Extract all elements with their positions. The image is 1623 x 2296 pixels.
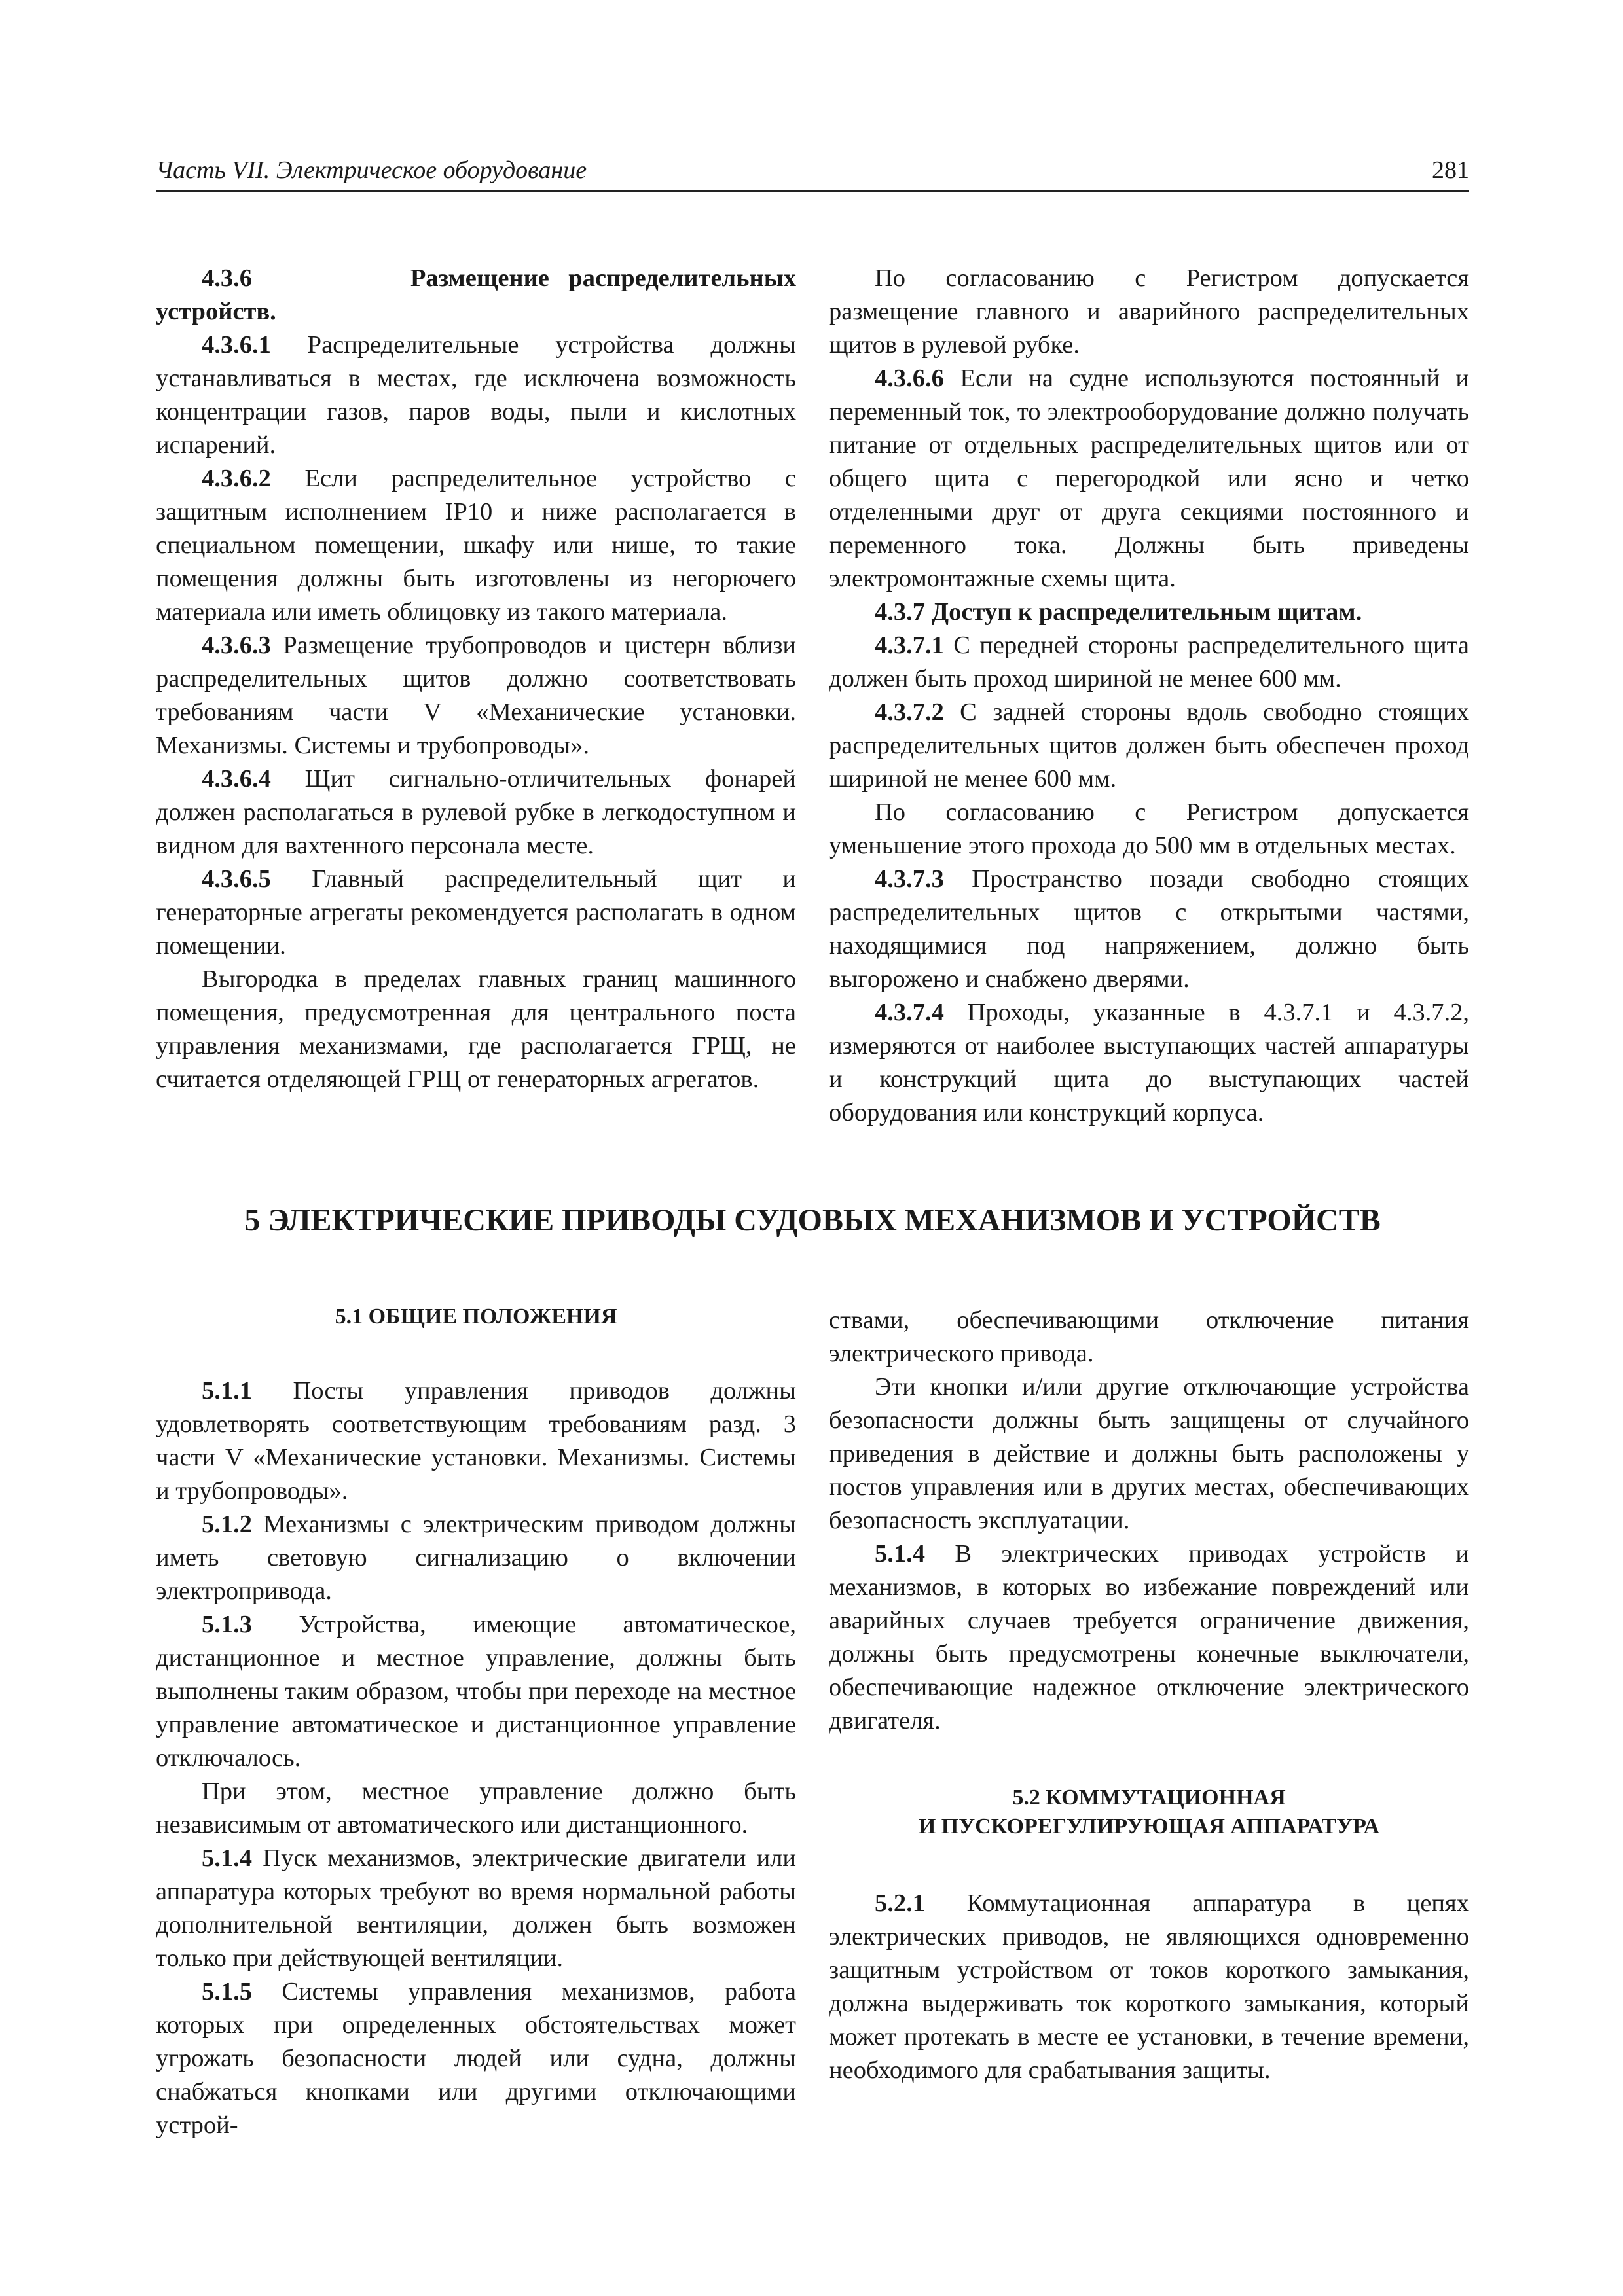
paragraph	[829, 996, 1469, 1130]
paragraph-number: 5.1.5	[202, 1978, 252, 2005]
paragraph-text: Проходы, указанные в 4.3.7.1 и 4.3.7.2, измеряются от наиболее выступающих частей аппаратуры и конструкций щита до выступающих частей оборудования или конструкций корпуса.	[829, 999, 1469, 1126]
paragraph-number: 4.3.7.4	[875, 999, 944, 1026]
paragraph-number: 4.3.6.4	[202, 765, 271, 793]
heading-number: 4.3.6	[202, 264, 252, 292]
section-heading-5-1: 5.1 ОБЩИЕ ПОЛОЖЕНИЯ	[335, 1304, 617, 1329]
paragraph-number: 4.3.6.6	[875, 365, 944, 392]
paragraph-number: 5.1.4	[202, 1844, 252, 1872]
section-heading-5-2	[829, 1784, 1469, 1841]
paragraph-text: Пуск механизмов, электрические двигатели или аппаратура которых требуют во время нормальной работы дополнительной вентиляции, должен быть возможен только при действующей вентиляции.	[156, 1844, 796, 1972]
paragraph-text: Размещение трубопроводов и цистерн вблизи распределительных щитов должно соответствовать требованиям части V «Механические установки. Механизмы. Системы и трубопроводы».	[156, 632, 796, 759]
page-number: 281	[1432, 156, 1469, 184]
paragraph-text: Щит сигнально-отличительных фонарей должен располагаться в рулевой рубке в легкодоступном и видном для вахтенного персонала месте.	[156, 765, 796, 859]
column-top-right	[829, 262, 1469, 1130]
paragraph	[156, 462, 796, 629]
page-header	[156, 152, 1469, 192]
paragraph	[156, 1508, 796, 1608]
paragraph: По согласованию с Регистром допускается уменьшение этого прохода до 500 мм в отдельных местах.	[829, 798, 1469, 859]
paragraph	[156, 329, 796, 462]
column-bottom-right	[829, 1304, 1469, 2087]
paragraph	[156, 762, 796, 863]
paragraph-text: Коммутационная аппаратура в цепях электрических приводов, не являющихся одновременно защитным устройством от токов короткого замыкания, должна выдерживать ток короткого замыкания, который может протекать в месте ее установки, в течение времени, необходимого для срабатывания защиты.	[829, 1890, 1469, 2084]
chapter-title: 5 ЭЛЕКТРИЧЕСКИЕ ПРИВОДЫ СУДОВЫХ МЕХАНИЗМОВ И УСТРОЙСТВ	[244, 1203, 1381, 1238]
section-heading-line: 5.2 КОММУТАЦИОННАЯ	[1012, 1785, 1286, 1810]
paragraph-number: 4.3.6.2	[202, 465, 271, 492]
section-heading-4-3-7: 4.3.7 Доступ к распределительным щитам.	[875, 598, 1362, 626]
paragraph	[156, 629, 796, 762]
paragraph-number: 5.1.1	[202, 1377, 252, 1405]
paragraph-text: С передней стороны распределительного щита должен быть проход шириной не менее 600 мм.	[829, 632, 1469, 692]
paragraph	[156, 863, 796, 963]
paragraph	[829, 1537, 1469, 1738]
heading-text	[271, 264, 410, 292]
paragraph-text: Главный распределительный щит и генераторные агрегаты рекомендуется располагать в одном помещении.	[156, 865, 796, 960]
paragraph	[829, 863, 1469, 996]
paragraph-text: В электрических приводах устройств и механизмов, в которых во избежание повреждений или аварийных случаев требуется ограничение движения, должны быть предусмотрены конечные выключатели, обеспечивающие надежное отключение электрического двигателя.	[829, 1540, 1469, 1734]
paragraph-text: Если распределительное устройство с защитным исполнением IP10 и ниже располагается в специальном помещении, шкафу или нише, то такие помещения должны быть изготовлены из негорючего материала или иметь облицовку из такого материала.	[156, 465, 796, 626]
paragraph-text: Посты управления приводов должны удовлетворять соответствующим требованиям разд. 3 части V «Механические установки. Механизмы. Системы и трубопроводы».	[156, 1377, 796, 1505]
paragraph: Выгородка в пределах главных границ машинного помещения, предусмотренная для центрального поста управления механизмами, где располагается ГРЩ, не считается отделяющей ГРЩ от генераторных агрегатов.	[156, 965, 796, 1093]
paragraph-number: 5.2.1	[875, 1890, 925, 1917]
paragraph-number: 5.1.4	[875, 1540, 925, 1568]
paragraph-text: Распределительные устройства должны устанавливаться в местах, где исключена возможность концентрации газов, паров воды, пыли и кислотных испарений.	[156, 331, 796, 459]
paragraph-text: С задней стороны вдоль свободно стоящих распределительных щитов должен быть обеспечен проход шириной не менее 600 мм.	[829, 698, 1469, 793]
paragraph-text: Устройства, имеющие автоматическое, дистанционное и местное управление, должны быть выполнены таким образом, чтобы при переходе на местное управление автоматическое и дистанционное управление отключалось.	[156, 1611, 796, 1772]
paragraph-text: Механизмы с электрическим приводом должны иметь световую сигнализацию о включении электропривода.	[156, 1511, 796, 1605]
paragraph-text: Системы управления механизмов, работа которых при определенных обстоятельствах может угрожать безопасности людей или судна, должны снабжаться кнопками или другими отключающими устрой-	[156, 1978, 796, 2139]
running-title: Часть VII. Электрическое оборудование	[156, 156, 587, 184]
paragraph-text: Пространство позади свободно стоящих распределительных щитов с открытыми частями, находящимися под напряжением, должно быть выгорожено и снабжено дверями.	[829, 865, 1469, 993]
paragraph	[829, 696, 1469, 796]
paragraph	[829, 362, 1469, 596]
paragraph-number: 4.3.6.3	[202, 632, 271, 659]
paragraph	[829, 629, 1469, 696]
paragraph-number: 5.1.2	[202, 1511, 252, 1538]
paragraph: По согласованию с Регистром допускается размещение главного и аварийного распределительных щитов в рулевой рубке.	[829, 264, 1469, 359]
heading-text-content: Размещение распределительных устройств.	[156, 264, 797, 325]
section-heading-4-3-6	[156, 262, 796, 329]
paragraph	[829, 1887, 1469, 2087]
paragraph	[156, 1975, 796, 2142]
paragraph-text: Если на судне используются постоянный и переменный ток, то электрооборудование должно получать питание от отдельных распределительных щитов или от общего щита с перегородкой или ясно и четко отделенными друг от друга секциями постоянного и переменного тока. Должны быть приведены электромонтажные схемы щита.	[829, 365, 1469, 592]
paragraph-number: 4.3.6.5	[202, 865, 271, 893]
paragraph-number: 4.3.7.1	[875, 632, 944, 659]
paragraph: Эти кнопки и/или другие отключающие устройства безопасности должны быть защищены от случайного приведения в действие и должны быть расположены у постов управления или в других местах, обеспечивающих безопасность эксплуатации.	[829, 1373, 1469, 1534]
paragraph	[156, 1608, 796, 1775]
paragraph: При этом, местное управление должно быть независимым от автоматического или дистанционного.	[156, 1778, 796, 1839]
paragraph-number: 4.3.7.3	[875, 865, 944, 893]
column-top-left	[156, 262, 796, 1096]
paragraph	[156, 1842, 796, 1975]
paragraph	[156, 1374, 796, 1508]
paragraph-number: 4.3.6.1	[202, 331, 271, 359]
paragraph-number: 4.3.7.2	[875, 698, 944, 726]
column-bottom-left	[156, 1304, 796, 2142]
paragraph-number: 5.1.3	[202, 1611, 252, 1638]
paragraph: ствами, обеспечивающими отключение питания электрического привода.	[829, 1306, 1469, 1367]
section-heading-line: И ПУСКОРЕГУЛИРУЮЩАЯ АППАРАТУРА	[918, 1814, 1380, 1839]
